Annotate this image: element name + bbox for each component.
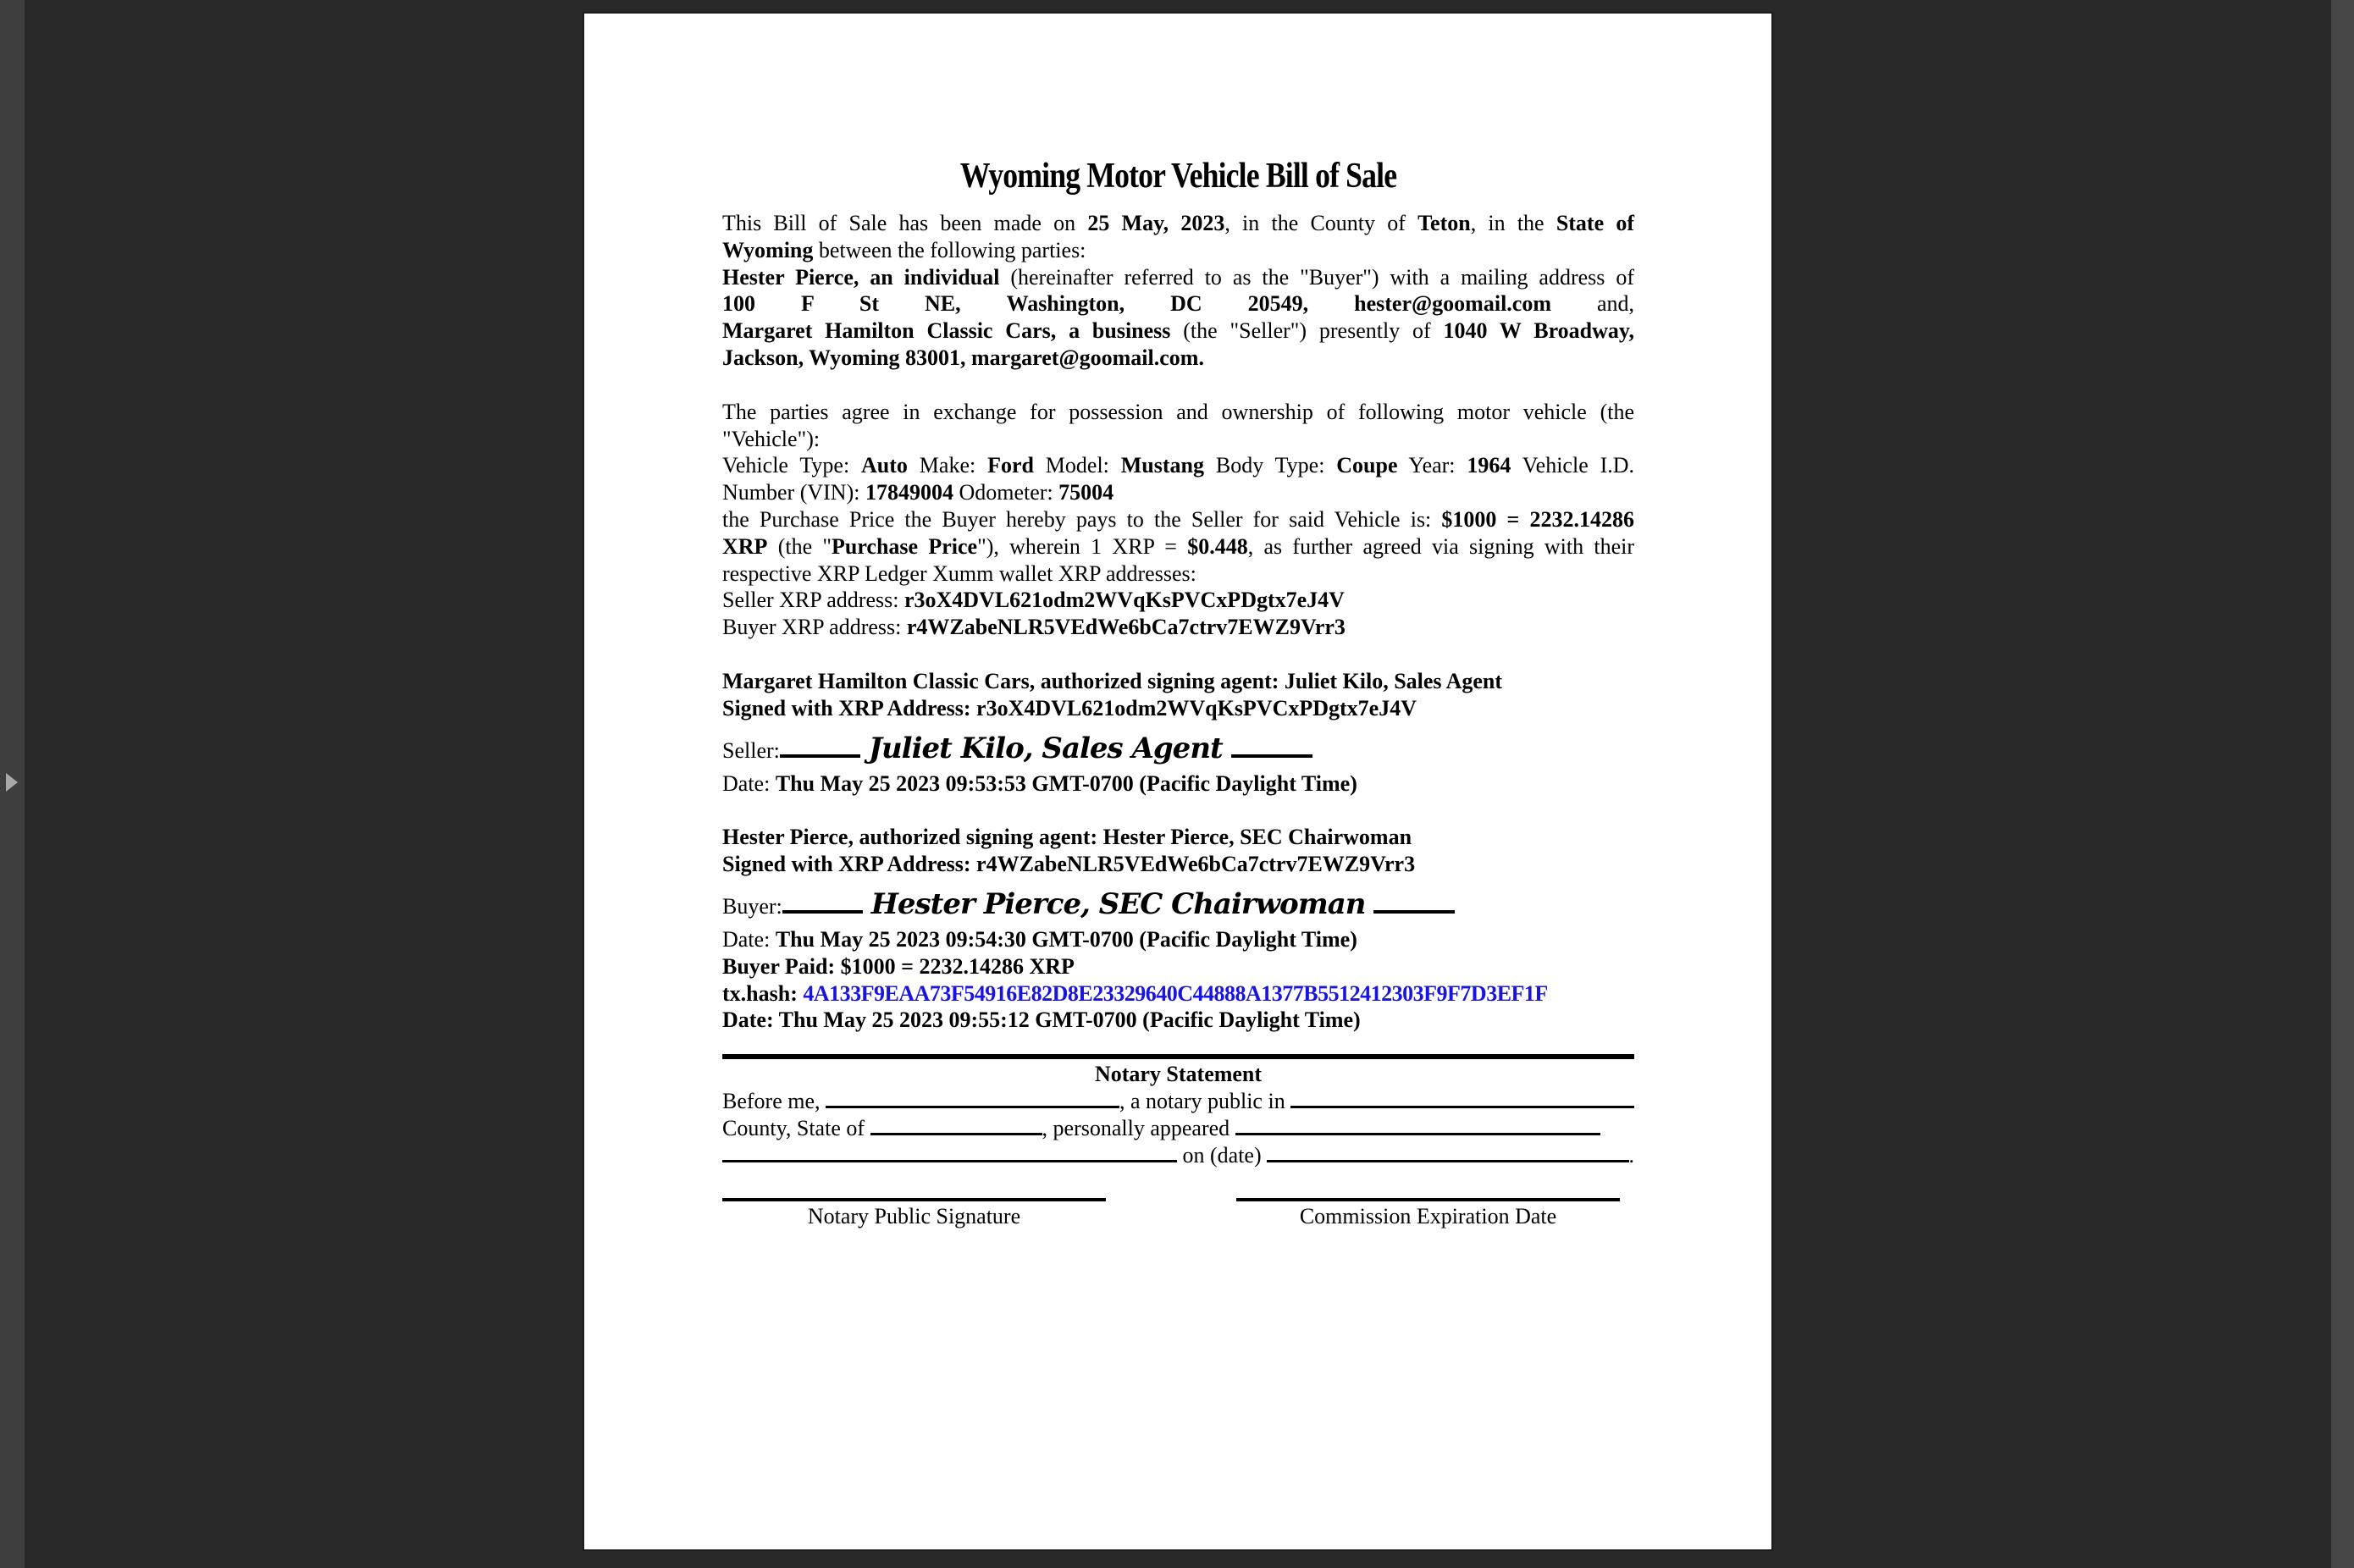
text-segment: Jackson, Wyoming 83001, margaret@goomail.com. — [722, 345, 1204, 370]
text-segment: Hester Pierce, authorized signing agent: Hester Pierce, SEC Chairwoman — [722, 825, 1412, 850]
doc-line — [722, 668, 1634, 695]
blank-underscore-line — [870, 1131, 1042, 1135]
doc-line — [722, 1115, 1634, 1142]
doc-line — [722, 210, 1634, 237]
commission-expiration-label: Commission Expiration Date — [1299, 1203, 1557, 1228]
blank-underscore-line — [1290, 1104, 1634, 1108]
text-segment: 75004 — [1058, 480, 1114, 505]
signature-cursive-name: Juliet Kilo, Sales Agent — [868, 731, 1223, 765]
intro-paragraph — [722, 210, 1634, 372]
sidebar-expand-toggle[interactable] — [3, 769, 24, 792]
text-segment: Buyer XRP address: — [722, 615, 907, 640]
text-segment: . — [1628, 1142, 1634, 1168]
doc-line — [722, 1088, 1634, 1115]
doc-line — [722, 980, 1634, 1008]
doc-line — [722, 1007, 1634, 1034]
commission-expiration-column — [1236, 1198, 1620, 1230]
text-segment — [1202, 291, 1248, 316]
doc-line — [722, 345, 1634, 372]
text-segment: Odometer: — [953, 480, 1059, 505]
text-segment: Year: — [1397, 453, 1467, 478]
text-segment: This Bill of Sale has been made on — [722, 211, 1088, 235]
text-segment: , as further agreed via signing with their — [1247, 533, 1634, 559]
doc-line — [722, 533, 1634, 560]
text-segment: Thu May 25 2023 09:53:53 GMT-0700 (Pacific Daylight Time) — [775, 770, 1357, 796]
blank-underscore-line — [1231, 753, 1312, 758]
text-segment: Body Type: — [1204, 453, 1337, 478]
seller-date-line — [722, 770, 1634, 798]
text-segment: Margaret Hamilton Classic Cars, authorized signing agent: Juliet Kilo, Sales Agent — [722, 668, 1503, 693]
text-segment: , in the — [1470, 211, 1556, 235]
text-segment: hester@goomail.com — [1354, 291, 1551, 317]
document-page — [584, 14, 1771, 1549]
text-segment: Model: — [1033, 453, 1121, 478]
doc-line — [722, 851, 1634, 878]
text-segment: r3oX4DVL621odm2WVqKsPVCxPDgtx7eJ4V — [903, 588, 1345, 613]
blank-underscore-line — [826, 1104, 1119, 1108]
doc-line — [722, 614, 1634, 641]
doc-line — [722, 770, 1634, 798]
text-segment — [1308, 291, 1354, 316]
doc-line — [722, 264, 1634, 291]
text-segment — [961, 291, 1007, 316]
notary-signature-label: Notary Public Signature — [807, 1203, 1021, 1228]
text-segment: County, State of — [722, 1115, 870, 1140]
notary-title: Notary Statement — [1094, 1062, 1263, 1087]
text-segment: Washington, — [1006, 291, 1125, 317]
text-segment: Signed with XRP Address: r3oX4DVL621odm2WVqKsPVCxPDgtx7eJ4V — [722, 695, 1417, 721]
text-segment: , a notary public in — [1119, 1089, 1291, 1114]
doc-line — [722, 1142, 1634, 1169]
text-segment: and, — [1551, 291, 1635, 317]
notary-divider-rule — [722, 1054, 1634, 1059]
text-segment: Purchase Price — [832, 533, 978, 559]
text-segment: Coupe — [1336, 453, 1398, 478]
text-segment: Seller XRP address: — [722, 588, 904, 613]
doc-line — [722, 237, 1634, 264]
text-segment: 20549, — [1247, 291, 1309, 317]
right-edge-strip — [2331, 0, 2354, 1568]
text-segment: Thu May 25 2023 09:54:30 GMT-0700 (Pacific Daylight Time) — [775, 926, 1357, 952]
text-segment: tx.hash: — [722, 980, 804, 1006]
text-segment: State of — [1556, 211, 1634, 235]
buyer-signature-row — [722, 885, 1634, 926]
text-segment: respective XRP Ledger Xumm wallet XRP addresses: — [722, 560, 1196, 586]
text-segment: Mustang — [1120, 453, 1205, 478]
text-segment: "), wherein 1 XRP = — [977, 533, 1188, 559]
text-segment: Signed with XRP Address: r4WZabeNLR5VEdWe6bCa7ctrv7EWZ9Vrr3 — [722, 852, 1416, 877]
doc-line — [722, 824, 1634, 851]
text-segment: Vehicle Type: — [722, 453, 862, 478]
text-segment: Margaret Hamilton Classic Cars, a business — [722, 318, 1171, 344]
doc-line — [722, 426, 1634, 453]
text-segment: 17849004 — [865, 480, 953, 505]
doc-line — [722, 506, 1634, 533]
text-segment — [1125, 291, 1170, 316]
text-segment: Date: — [722, 770, 776, 796]
document-title: Wyoming Motor Vehicle Bill of Sale — [959, 157, 1397, 196]
text-segment: on (date) — [1177, 1142, 1268, 1168]
text-segment: Ford — [987, 453, 1034, 478]
text-segment: DC — [1170, 291, 1202, 317]
text-segment: the Purchase Price the Buyer hereby pays to the Seller for said Vehicle is: — [722, 506, 1442, 532]
blank-underscore-line — [722, 1158, 1177, 1162]
text-segment: (the " — [767, 533, 832, 559]
blank-underscore-line — [1235, 1131, 1600, 1135]
text-segment: Before me, — [722, 1089, 826, 1114]
blank-underscore-line — [1373, 908, 1455, 914]
text-segment: The parties agree in exchange for possession and ownership of following motor vehicle (the — [722, 399, 1634, 424]
signature-role-label: Seller: — [722, 737, 780, 763]
text-segment: Wyoming — [722, 237, 814, 262]
text-segment: between the following parties: — [813, 237, 1086, 262]
text-segment: Date: — [722, 926, 776, 952]
signature-cursive-name: Hester Pierce, SEC Chairwoman — [870, 886, 1366, 921]
text-segment: r4WZabeNLR5VEdWe6bCa7ctrv7EWZ9Vrr3 — [906, 615, 1346, 640]
notary-signature-columns — [722, 1198, 1634, 1230]
doc-line — [722, 317, 1634, 345]
doc-line — [722, 399, 1634, 426]
doc-line — [722, 695, 1634, 722]
doc-line — [722, 452, 1634, 479]
text-segment: Teton — [1417, 211, 1471, 235]
seller-signing-header — [722, 668, 1634, 722]
text-segment: , personally appeared — [1042, 1115, 1235, 1140]
signature-role-label: Buyer: — [722, 893, 782, 919]
text-segment: (hereinafter referred to as the "Buyer") with a mailing address of — [999, 264, 1634, 290]
doc-line — [722, 587, 1634, 614]
text-segment: , in the County of — [1224, 211, 1418, 235]
text-segment: Buyer Paid: $1000 = 2232.14286 XRP — [722, 953, 1075, 979]
text-segment: Hester Pierce, an individual — [722, 264, 1000, 290]
text-segment: $0.448 — [1187, 533, 1248, 559]
blank-underscore-line — [780, 753, 860, 758]
doc-line — [722, 560, 1634, 588]
doc-line — [722, 926, 1634, 953]
text-segment: 1964 — [1467, 453, 1511, 478]
doc-line — [722, 290, 1634, 317]
text-segment: 100 F St NE, — [722, 291, 961, 317]
text-segment: 25 May, 2023 — [1087, 211, 1225, 235]
notary-body — [722, 1088, 1634, 1168]
text-segment: Make: — [907, 453, 988, 478]
text-segment: (the "Seller") presently of — [1170, 318, 1444, 344]
doc-line — [722, 479, 1634, 506]
vehicle-paragraph — [722, 399, 1634, 641]
seller-signature-row — [722, 729, 1634, 770]
text-segment: "Vehicle"): — [722, 426, 821, 451]
tx-hash-link[interactable]: 4A133F9EAA73F54916E82D8E23329640C44888A1377B5512412303F9F7D3EF1F — [803, 980, 1548, 1006]
doc-line — [722, 953, 1634, 980]
text-segment: Number (VIN): — [722, 480, 865, 505]
buyer-date-paid-lines — [722, 926, 1634, 1034]
buyer-signing-header — [722, 824, 1634, 878]
right-triangle-icon — [6, 773, 18, 792]
commission-expiration-line — [1236, 1198, 1620, 1201]
blank-underscore-line — [1267, 1158, 1628, 1162]
text-segment: Date: Thu May 25 2023 09:55:12 GMT-0700 (Pacific Daylight Time) — [722, 1008, 1361, 1033]
blank-underscore-line — [782, 908, 863, 914]
text-segment: $1000 = 2232.14286 — [1441, 506, 1634, 532]
notary-signature-line — [722, 1198, 1106, 1201]
text-segment: Vehicle I.D. — [1511, 453, 1635, 478]
text-segment: 1040 W Broadway, — [1443, 318, 1634, 344]
notary-signature-column — [722, 1198, 1106, 1230]
text-segment: XRP — [722, 533, 768, 559]
text-segment: Auto — [861, 453, 908, 478]
